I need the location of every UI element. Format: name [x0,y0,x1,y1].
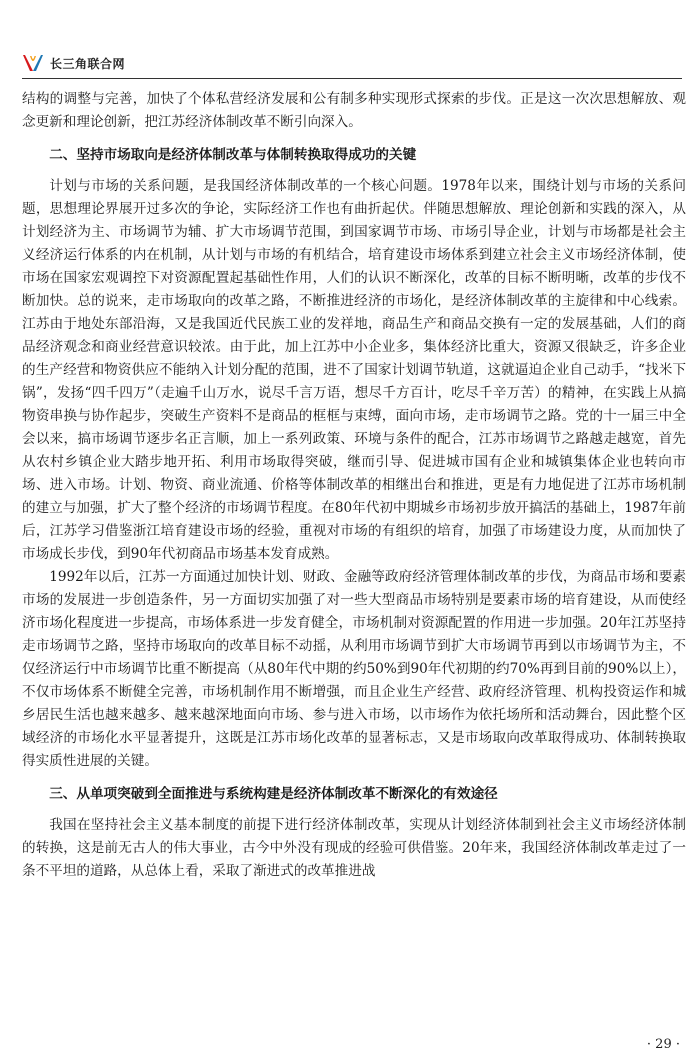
page-header [22,52,682,74]
tri-color-logo-icon [22,52,44,74]
continuation-paragraph: 结构的调整与完善，加快了个体私营经济发展和公有制多种实现形式探索的步伐。正是这一次次思想解放、观念更新和理论创新，把江苏经济体制改革不断引向深入。 [22,91,686,130]
article-body [22,88,686,883]
section-3-paragraph-1: 我国在坚持社会主义基本制度的前提下进行经济体制改革，实现从计划经济体制到社会主义市场经济体制的转换，这是前无古人的伟大事业，古今中外没有现成的经验可供借鉴。20年来，我国经济体制改革走过了一条不平坦的道路，从总体上看，采取了渐进式的改革推进战 [22,817,686,879]
header-divider [22,78,682,79]
section-2-heading: 二、坚持市场取向是经济体制改革与体制转换取得成功的关键 [49,147,417,163]
section-3-heading: 三、从单项突破到全面推进与系统构建是经济体制改革不断深化的有效途径 [49,786,498,802]
site-logo-text: 长三角联合网 [50,56,126,71]
page-number: · 29 · [646,1037,680,1052]
section-2-paragraph-1: 计划与市场的关系问题，是我国经济体制改革的一个核心问题。1978年以来，围绕计划与市场的关系问题，思想理论界展开过多次的争论，实际经济工作也有曲折起伏。伴随思想解放、理论创新和实践的深入，从计划经济为主、市场调节为辅、扩大市场调节范围，到国家调节市场、市场引导企业，计划与市场都是社会主义经济运行体系的内在机制，从计划与市场的有机结合，培育建设市场体系到建立社会主义市场经济体制，使市场在国家宏观调控下对资源配置起基础性作用，人们的认识不断深化，改革的目标不断明晰，改革的步伐不断加快。总的说来，走市场取向的改革之路，不断推进经济的市场化，是经济体制改革的主旋律和中心线索。江苏由于地处东部沿海，又是我国近代民族工业的发祥地，商品生产和商品交换有一定的发展基础，人们的商品经济观念和商业经营意识较浓。由于此，加上江苏中小企业多，集体经济比重大，资源又很缺乏，许多企业的生产经营和物资供应不能纳入计划分配的范围，进不了国家计划调节轨道，这就逼迫企业自己动手，“找米下锅”，发扬“四千四万”（走遍千山万水，说尽千言万语，想尽千方百计，吃尽千辛万苦）的精神，在实践上从搞物资串换与协作起步，突破生产资料不是商品的框框与束缚，面向市场，走市场调节之路。党的十一届三中全会以来，搞市场调节逐步名正言顺，加上一系列政策、环境与条件的配合，江苏市场调节之路越走越宽，首先从农村乡镇企业大踏步地开拓、利用市场取得突破，继而引导、促进城市国有企业和城镇集体企业也转向市场、进入市场。计划、物资、商业流通、价格等体制改革的相继出台和推进，更是有力地促进了江苏市场机制的建立与加强，扩大了整个经济的市场调节程度。在80年代初中期城乡市场初步放开搞活的基础上，1987年前后，江苏学习借鉴浙江培育建设市场的经验，重视对市场的有组织的培育，加强了市场建设力度，从而加快了市场成长步伐，到90年代初商品市场基本发育成熟。 [22,178,686,562]
section-2-paragraph-2: 1992年以后，江苏一方面通过加快计划、财政、金融等政府经济管理体制改革的步伐，为商品市场和要素市场的发展进一步创造条件，另一方面切实加强了对一些大型商品市场特别是要素市场的培育建设，从而使经济市场化程度进一步提高，市场体系进一步发育健全，市场机制对资源配置的作用进一步加强。20年江苏坚持走市场调节之路，坚持市场取向的改革目标不动摇，从利用市场调节到扩大市场调节再到以市场调节为主，不仅经济运行中市场调节比重不断提高（从80年代中期的约50%到90年代初期的约70%再到目前的90%以上），不仅市场体系不断健全完善，市场机制作用不断增强，而且企业生产经营、政府经济管理、机构投资运作和城乡居民生活也越来越多、越来越深地面向市场、参与进入市场，以市场作为依托场所和活动舞台，因此整个区域经济的市场化水平显著提升，这既是江苏市场化改革的显著标志，又是市场取向改革取得成功、体制转换取得实质性进展的关键。 [22,569,686,769]
